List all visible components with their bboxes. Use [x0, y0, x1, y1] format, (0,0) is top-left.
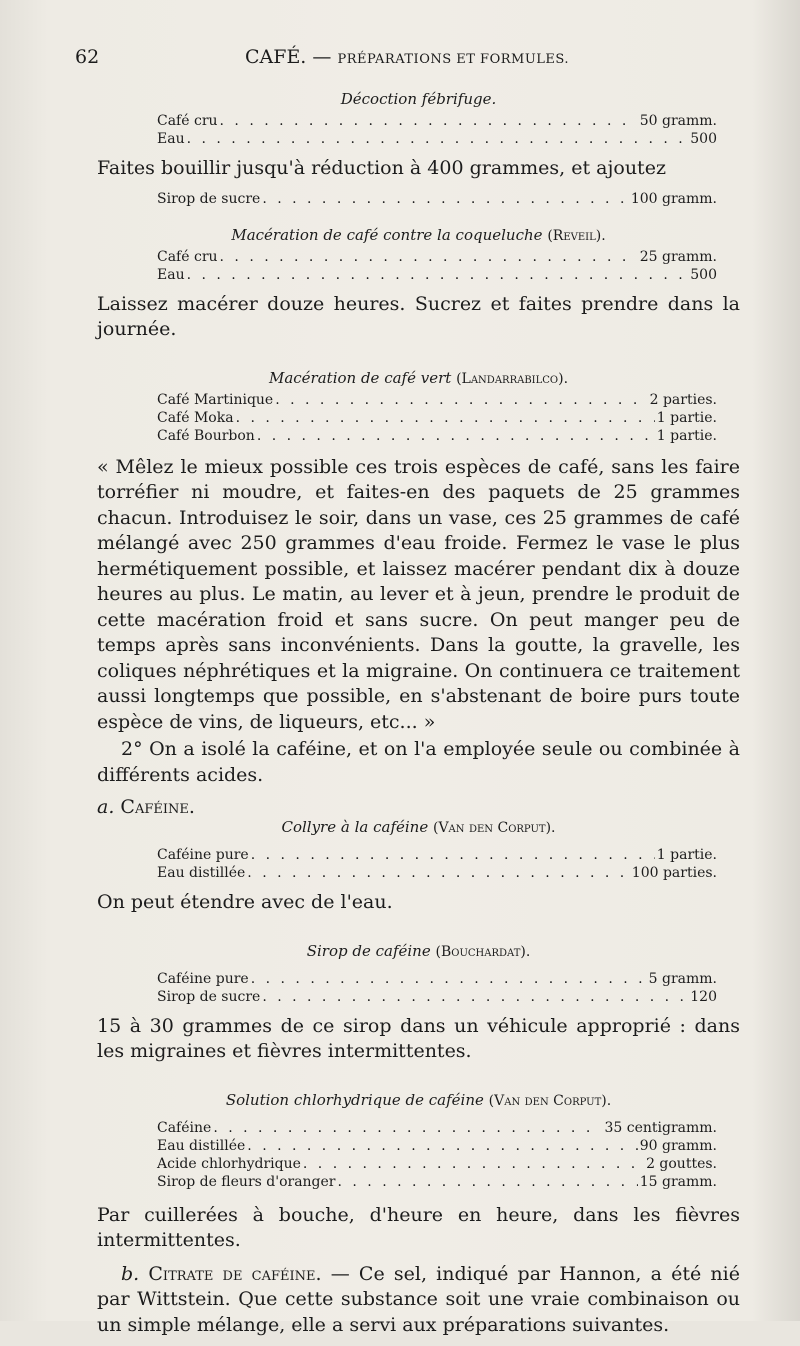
- ingredient-quantity: 2 gouttes.: [646, 1155, 717, 1172]
- page-number: 62: [75, 46, 100, 68]
- ingredient-row: [157, 190, 717, 208]
- recipe-author: (Landarrabilco).: [456, 370, 569, 387]
- paragraph: On peut étendre avec de l'eau.: [97, 891, 393, 913]
- paragraph: Laissez macérer douze heures. Sucrez et faites prendre dans la journée.: [97, 292, 740, 340]
- recipe-ingredients: [157, 970, 717, 1006]
- section-label: b.: [121, 1262, 140, 1285]
- ingredient-row: [157, 1137, 717, 1155]
- ingredient-name: Eau distillée: [157, 865, 246, 881]
- running-head-main: CAFÉ.: [245, 46, 307, 68]
- ingredient-quantity: 90 gramm.: [639, 1137, 717, 1154]
- ingredient-row: [157, 130, 717, 148]
- page-header: [75, 46, 725, 74]
- ingredient-quantity: 35 centigramm.: [604, 1119, 717, 1136]
- recipe-author: (Van den Corput).: [488, 1092, 612, 1109]
- recipe-title: Macération de café vert (Landarrabilco).: [268, 368, 569, 387]
- section-text: — Ce sel, indiqué par Hannon, a été nié par Wittstein. Que cette substance soit une vraie combinaison ou un simple mélange, elle a servi aux préparations suivantes.: [97, 1262, 740, 1336]
- recipe-ingredients: [157, 248, 717, 284]
- recipe-title: Décoction fébrifuge.: [340, 90, 497, 108]
- paragraph: 15 à 30 grammes de ce sirop dans un véhicule approprié : dans les migraines et fièvres intermittentes.: [97, 1014, 740, 1062]
- ingredient-row: [157, 391, 717, 409]
- recipe-title: Collyre à la caféine (Van den Corput).: [281, 818, 556, 836]
- ingredient-row: [157, 1119, 717, 1137]
- ingredient-quantity: 50 gramm.: [639, 113, 717, 129]
- page-content: [97, 84, 740, 1346]
- recipe-author: (Van den Corput).: [432, 820, 556, 836]
- ingredient-quantity: 2 parties.: [649, 391, 717, 408]
- ingredient-quantity: 15 gramm.: [639, 1173, 717, 1190]
- ingredient-name: Caféine pure: [157, 970, 249, 987]
- ingredient-row: [157, 864, 717, 882]
- ingredient-quantity: 100 gramm.: [630, 190, 717, 207]
- ingredient-name: Eau: [157, 266, 185, 283]
- ingredient-row: [157, 1155, 717, 1173]
- recipe-author: (Reveil).: [547, 227, 606, 244]
- recipe-title: Sirop de caféine (Bouchardat).: [306, 941, 531, 960]
- ingredient-name: Acide chlorhydrique: [157, 1155, 301, 1172]
- ingredient-quantity: 1 partie.: [656, 847, 717, 863]
- ingredient-quantity: 25 gramm.: [639, 248, 717, 265]
- ingredient-name: Café cru: [157, 248, 218, 265]
- ingredient-quantity: 5 gramm.: [648, 970, 717, 987]
- ingredient-quantity: 500: [690, 131, 717, 147]
- ingredient-row: [157, 846, 717, 864]
- recipe-ingredients: [157, 391, 717, 445]
- recipe-ingredients: [157, 112, 717, 148]
- ingredient-name: Café Martinique: [157, 391, 274, 408]
- ingredient-row: [157, 248, 717, 266]
- ingredient-row: [157, 970, 717, 988]
- ingredient-quantity: 500: [690, 266, 717, 283]
- recipe-ingredients: [157, 1119, 717, 1191]
- ingredient-name: Sirop de fleurs d'oranger: [157, 1173, 336, 1190]
- running-head: [245, 46, 569, 68]
- recipe-author: (Bouchardat).: [435, 943, 531, 960]
- running-head-sub: PRÉPARATIONS ET FORMULES.: [337, 52, 569, 67]
- recipe-ingredients: [157, 190, 717, 208]
- ingredient-name: Café Moka: [157, 409, 234, 426]
- ingredient-name: Caféine: [157, 1119, 212, 1136]
- ingredient-name: Caféine pure: [157, 847, 249, 863]
- recipe-ingredients: [157, 846, 717, 882]
- ingredient-name: Café Bourbon: [157, 427, 255, 444]
- paragraph: Par cuillerées à bouche, d'heure en heure, dans les fièvres intermittentes.: [97, 1203, 740, 1251]
- ingredient-name: Eau: [157, 131, 185, 147]
- section-heading: [97, 796, 740, 818]
- ingredient-quantity: 100 parties.: [631, 865, 717, 881]
- ingredient-quantity: 120: [690, 988, 717, 1005]
- section-title: Citrate de caféine.: [148, 1262, 322, 1285]
- ingredient-row: [157, 266, 717, 284]
- ingredient-quantity: 1 partie.: [656, 409, 717, 426]
- recipe-title: Macération de café contre la coqueluche (Reveil).: [231, 225, 606, 244]
- ingredient-name: Sirop de sucre: [157, 190, 261, 207]
- ingredient-row: [157, 988, 717, 1006]
- ingredient-row: [157, 1173, 717, 1191]
- section-b-paragraph: [97, 1262, 740, 1339]
- paragraph: 2° On a isolé la caféine, et on l'a employée seule ou combinée à différents acides.: [97, 738, 740, 786]
- running-head-sep: —: [312, 46, 332, 68]
- ingredient-name: Sirop de sucre: [157, 988, 261, 1005]
- ingredient-name: Café cru: [157, 113, 218, 129]
- ingredient-name: Eau distillée: [157, 1137, 246, 1154]
- ingredient-row: [157, 112, 717, 130]
- section-label: a.: [97, 796, 115, 818]
- section-title: Caféine.: [120, 796, 195, 818]
- ingredient-row: [157, 409, 717, 427]
- paragraph-quote: « Mêlez le mieux possible ces trois espèces de café, sans les faire torréfier ni moudre, et faites-en des paquets de 25 grammes chacun. Introduisez le soir, dans un vase, ces 25 grammes de café mélangé avec 250 grammes d'eau froide. Fermez le vase le plus hermétiquement possible, et laissez macérer pendant dix à douze heures au plus. Le matin, au lever et à jeun, prendre le produit de cette macération froid et sans sucre. On peut manger peu de temps après sans inconvénients. Dans la goutte, la gravelle, les coliques néphrétiques et la migraine. On continuera ce traitement aussi longtemps que possible, en s'abstenant de boire purs toute espèce de vins, de liqueurs, etc... »: [97, 455, 740, 733]
- recipe-title: Solution chlorhydrique de caféine (Van den Corput).: [225, 1090, 612, 1109]
- ingredient-quantity: 1 partie.: [656, 427, 717, 444]
- paragraph: Faites bouillir jusqu'à réduction à 400 grammes, et ajoutez: [97, 157, 666, 179]
- ingredient-row: [157, 427, 717, 445]
